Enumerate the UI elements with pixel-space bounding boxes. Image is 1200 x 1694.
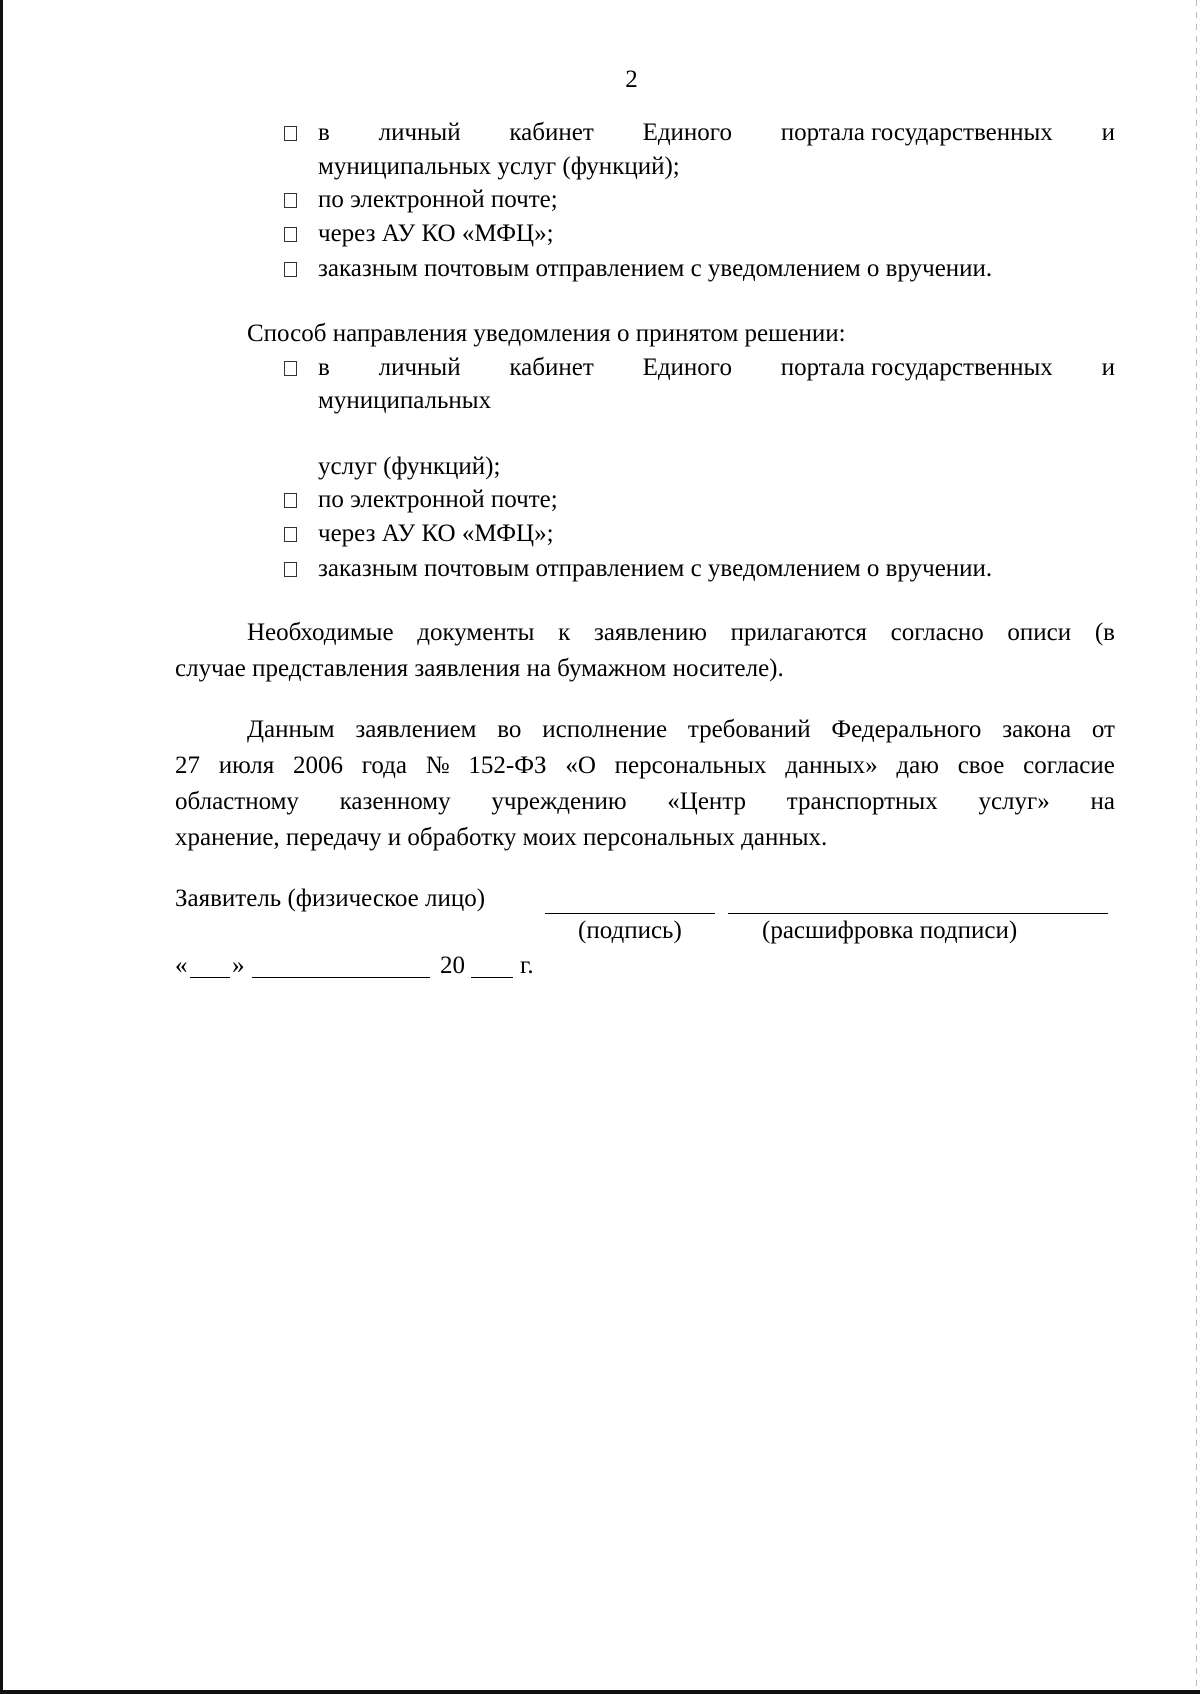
paragraph-consent-line2: 27 июля 2006 года № 152-ФЗ «О персональных данных» даю свое согласие <box>175 752 1115 779</box>
page-edge-bottom <box>0 1690 1200 1694</box>
checkbox-portal-2[interactable] <box>284 361 297 376</box>
group1-item2-label: по электронной почте; <box>318 186 558 213</box>
year-prefix: 20 <box>440 952 465 979</box>
applicant-label: Заявитель (физическое лицо) <box>175 885 486 912</box>
checkbox-email[interactable] <box>284 193 297 208</box>
checkbox-registered-mail-2[interactable] <box>284 562 297 577</box>
date-open-quote: « <box>175 952 188 979</box>
group1-item4-label: заказным почтовым отправлением с уведомлением о вручении. <box>318 255 993 282</box>
group2-item2-label: по электронной почте; <box>318 486 558 513</box>
page-number: 2 <box>625 66 638 93</box>
group2-item3-label: через АУ КО «МФЦ»; <box>318 520 554 547</box>
year-suffix: г. <box>520 952 534 979</box>
paragraph-consent <box>175 712 1115 856</box>
paragraph-consent-line3: областному казенному учреждению «Центр транспортных услуг» на <box>175 788 1115 815</box>
group2-item1-continuation-2: услуг (функций); <box>318 453 501 480</box>
date-day-line[interactable] <box>190 977 230 978</box>
decoding-caption: (расшифровка подписи) <box>762 917 1018 944</box>
checkbox-portal[interactable] <box>284 126 297 141</box>
group2-heading: Способ направления уведомления о принятом решении: <box>247 320 846 347</box>
paragraph-consent-line1: Данным заявлением во исполнение требований Федерального закона от <box>247 716 1115 743</box>
page-edge-left <box>0 0 3 1694</box>
date-month-line[interactable] <box>252 977 430 978</box>
checkbox-mfc[interactable] <box>284 227 297 242</box>
checkbox-email-2[interactable] <box>284 493 297 508</box>
checkbox-registered-mail[interactable] <box>284 262 297 277</box>
date-close-quote: » <box>232 952 245 979</box>
paragraph-documents <box>175 615 1115 687</box>
group2-item1-line: в личный кабинет Единого портала государственных и <box>318 354 1115 381</box>
group2-item4-label: заказным почтовым отправлением с уведомлением о вручении. <box>318 555 993 582</box>
group1-item1-continuation: муниципальных услуг (функций); <box>318 153 680 180</box>
page-edge-right <box>1196 0 1197 1694</box>
checkbox-mfc-2[interactable] <box>284 527 297 542</box>
paragraph-documents-line2: случае представления заявления на бумажном носителе). <box>175 655 784 682</box>
paragraph-documents-line1: Необходимые документы к заявлению прилагаются согласно описи (в <box>247 619 1115 646</box>
group1-item1-line: в личный кабинет Единого портала государственных и <box>318 119 1115 146</box>
date-year-line[interactable] <box>471 977 513 978</box>
signature-caption: (подпись) <box>578 917 682 944</box>
group1-item3-label: через АУ КО «МФЦ»; <box>318 220 554 247</box>
group2-item1-continuation: муниципальных <box>318 387 492 414</box>
paragraph-consent-line4: хранение, передачу и обработку моих персональных данных. <box>175 824 828 851</box>
